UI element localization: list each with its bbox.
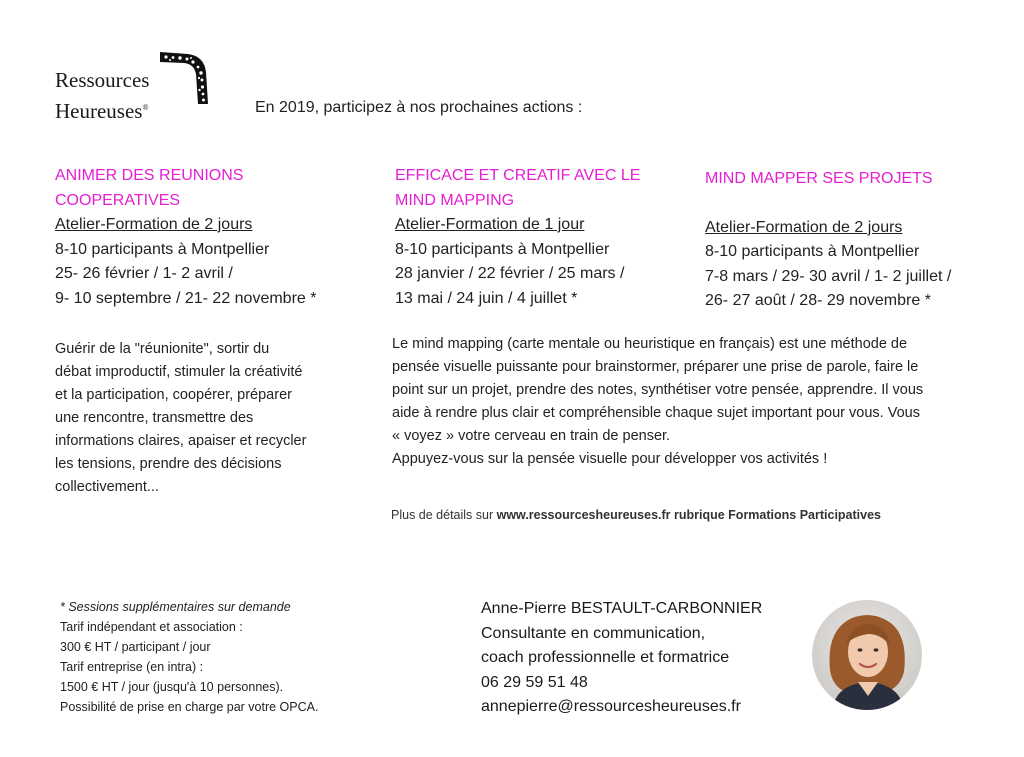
offer-column-1 — [55, 164, 316, 311]
note-line: Possibilité de prise en charge par votre OPCA. — [60, 700, 319, 714]
desc-line: aide à rendre plus clair et compréhensible chaque sujet important pour vous. Vous — [392, 405, 920, 421]
offer-subtitle: Atelier-Formation de 2 jours — [705, 218, 903, 236]
offer-title-line: COOPERATIVES — [55, 191, 181, 209]
contact-phone[interactable]: 06 29 59 51 48 — [481, 673, 588, 691]
desc-line: pensée visuelle puissante pour brainstormer, préparer une prise de parole, faire le — [392, 359, 919, 375]
offer-column-2 — [395, 164, 640, 311]
desc-line: « voyez » votre cerveau en train de penser. — [392, 428, 671, 444]
note-line: 1500 € HT / jour (jusqu'à 10 personnes). — [60, 680, 284, 694]
logo-line2: Heureuses — [55, 99, 143, 123]
details-line — [391, 508, 881, 522]
details-prefix: Plus de détails sur — [391, 508, 497, 522]
logo — [55, 67, 149, 125]
desc-line: les tensions, prendre des décisions — [55, 456, 282, 472]
offer-line: 25- 26 février / 1- 2 avril / — [55, 265, 233, 282]
offer-line: 26- 27 août / 28- 29 novembre * — [705, 292, 931, 309]
offer-line: 13 mai / 24 juin / 4 juillet * — [395, 289, 578, 307]
offer-title-line: MIND MAPPING — [395, 191, 515, 209]
description-right — [392, 333, 923, 471]
note-line: 300 € HT / participant / jour — [60, 640, 211, 654]
offer-line: 9- 10 septembre / 21- 22 novembre * — [55, 289, 317, 307]
offer-title-line: EFFICACE ET CREATIF AVEC LE — [395, 167, 641, 184]
portrait-photo — [812, 600, 922, 710]
website-link[interactable]: www.ressourcesheureuses.fr — [496, 508, 671, 522]
desc-line: débat improductif, stimuler la créativité — [55, 364, 303, 380]
desc-line: Le mind mapping (carte mentale ou heuristique en français) est une méthode de — [392, 336, 908, 352]
logo-registered: ® — [142, 103, 149, 112]
offer-line: 8-10 participants à Montpellier — [55, 240, 270, 258]
offer-line: 28 janvier / 22 février / 25 mars / — [395, 265, 625, 282]
contact-block — [481, 597, 762, 720]
details-suffix: rubrique Formations Participatives — [670, 508, 881, 522]
contact-role: Consultante en communication, — [481, 624, 706, 642]
offer-title-line: MIND MAPPER SES PROJETS — [705, 170, 933, 187]
spacer — [705, 192, 951, 216]
dotted-bracket-icon — [158, 50, 212, 106]
offer-title-line: ANIMER DES REUNIONS — [55, 167, 244, 184]
offer-column-3 — [705, 167, 951, 314]
desc-line: Guérir de la "réunionite", sortir du — [55, 341, 270, 357]
desc-line: Appuyez-vous sur la pensée visuelle pour développer vos activités ! — [392, 451, 828, 467]
note-line: Tarif entreprise (en intra) : — [60, 660, 204, 674]
desc-line: collectivement... — [55, 479, 159, 495]
contact-name: Anne-Pierre BESTAULT-CARBONNIER — [481, 600, 763, 617]
desc-line: et la participation, coopérer, préparer — [55, 387, 292, 403]
offer-subtitle: Atelier-Formation de 2 jours — [55, 216, 253, 233]
desc-line: informations claires, apaiser et recycler — [55, 433, 307, 449]
offer-line: 7-8 mars / 29- 30 avril / 1- 2 juillet / — [705, 267, 952, 285]
offer-subtitle: Atelier-Formation de 1 jour — [395, 216, 585, 233]
description-left — [55, 338, 306, 499]
offer-line: 8-10 participants à Montpellier — [395, 240, 610, 258]
logo-line1: Ressources — [55, 68, 150, 92]
intro-text: En 2019, participez à nos prochaines actions : — [255, 99, 583, 116]
contact-role: coach professionnelle et formatrice — [481, 649, 730, 666]
offer-line: 8-10 participants à Montpellier — [705, 243, 920, 260]
desc-line: point sur un projet, prendre des notes, synthétiser votre pensée, apprendre. Il vous — [392, 382, 924, 398]
desc-line: une rencontre, transmettre des — [55, 410, 254, 426]
contact-email[interactable]: annepierre@ressourcesheureuses.fr — [481, 698, 741, 715]
pricing-notes — [60, 597, 318, 717]
note-line: Tarif indépendant et association : — [60, 620, 243, 634]
note-line: * Sessions supplémentaires sur demande — [60, 600, 291, 614]
